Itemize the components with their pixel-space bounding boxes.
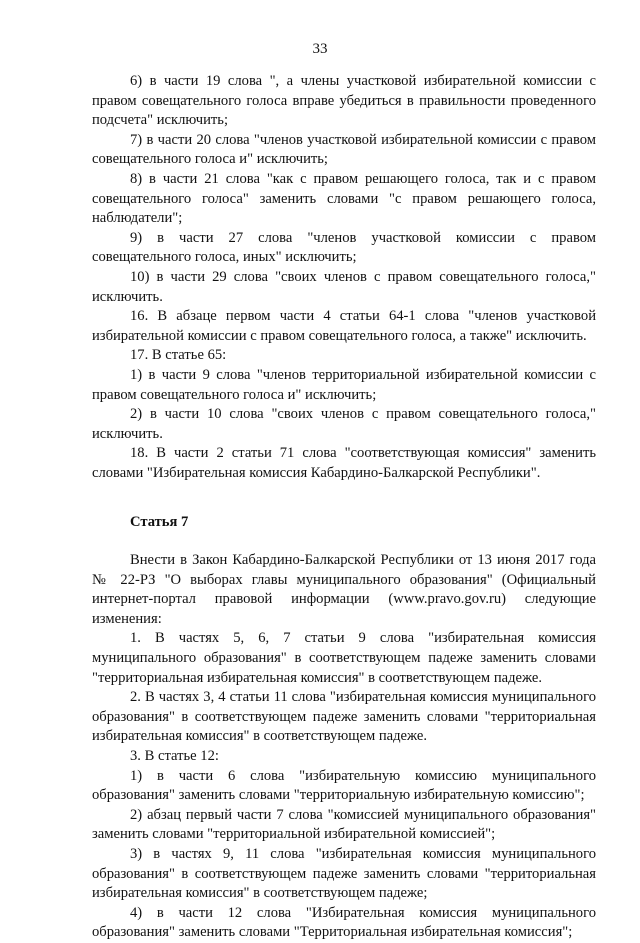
paragraph: 1. В частях 5, 6, 7 статьи 9 слова "избирательная комиссия муниципального образования" в соответствующем падеже заменить словами "территориальная избирательная комиссия" в соответствующем падеже. (92, 630, 596, 686)
paragraph: 6) в части 19 слова ", а члены участковой избирательной комиссии с правом совещательного голоса вправе убедиться в правильности проведенного подсчета" исключить; (92, 73, 596, 129)
page-number: 33 (312, 41, 328, 57)
paragraph: 3. В статье 12: (130, 748, 219, 764)
paragraph: 1) в части 6 слова "избирательную комиссию муниципального образования" заменить словами "территориальную избирательную комиссию"; (92, 767, 596, 804)
paragraph: Внести в Закон Кабардино-Балкарской Республики от 13 июня 2017 года № 22-РЗ "О выборах главы муниципального образования" (Официальный интернет-портал правовой информации (www.pravo.gov.ru) следующие изменения: (92, 552, 596, 627)
article-heading: Статья 7 (130, 514, 189, 531)
paragraph: 16. В абзаце первом части 4 статьи 64-1 слова "членов участковой избирательной комиссии с правом совещательного голоса, а также" исключить. (92, 308, 596, 344)
paragraph: 7) в части 20 слова "членов участковой избирательной комиссии с правом совещательного голоса и" исключить; (92, 131, 596, 168)
paragraph: 1) в части 9 слова "членов территориальной избирательной комиссии с правом совещательного голоса и" исключить; (92, 366, 596, 403)
paragraph: 9) в части 27 слова "членов участковой комиссии с правом совещательного голоса, иных" исключить; (92, 229, 596, 266)
paragraph: 2. В частях 3, 4 статьи 11 слова "избирательная комиссия муниципального образования" в соответствующем падеже заменить словами "территориальная избирательная комиссия" в соответствующем падеже. (92, 689, 596, 745)
paragraph: 8) в части 21 слова "как с правом решающего голоса, так и с правом совещательного голоса" заменить словами "с правом решающего голоса, наблюдатели"; (92, 170, 596, 227)
paragraph: 10) в части 29 слова "своих членов с правом совещательного голоса," исключить. (92, 268, 596, 305)
paragraph: 3) в частях 9, 11 слова "избирательная комиссия муниципального образования" в соответствующем падеже заменить словами "территориальная избирательная комиссия" в соответствующем падеже; (92, 845, 596, 902)
paragraph: 4) в части 12 слова "Избирательная комиссия муниципального образования" заменить словами "Территориальная избирательная комиссия"; (92, 904, 596, 941)
paragraph: 18. В части 2 статьи 71 слова "соответствующая комиссия" заменить словами "Избирательная комиссия Кабардино-Балкарской Республики". (92, 445, 596, 481)
paragraph: 2) в части 10 слова "своих членов с правом совещательного голоса," исключить. (92, 406, 596, 442)
paragraph: 2) абзац первый части 7 слова "комиссией муниципального образования" заменить словами "территориальной избирательной комиссией"; (92, 806, 596, 843)
paragraph: 17. В статье 65: (130, 347, 227, 364)
document-body (92, 72, 596, 943)
